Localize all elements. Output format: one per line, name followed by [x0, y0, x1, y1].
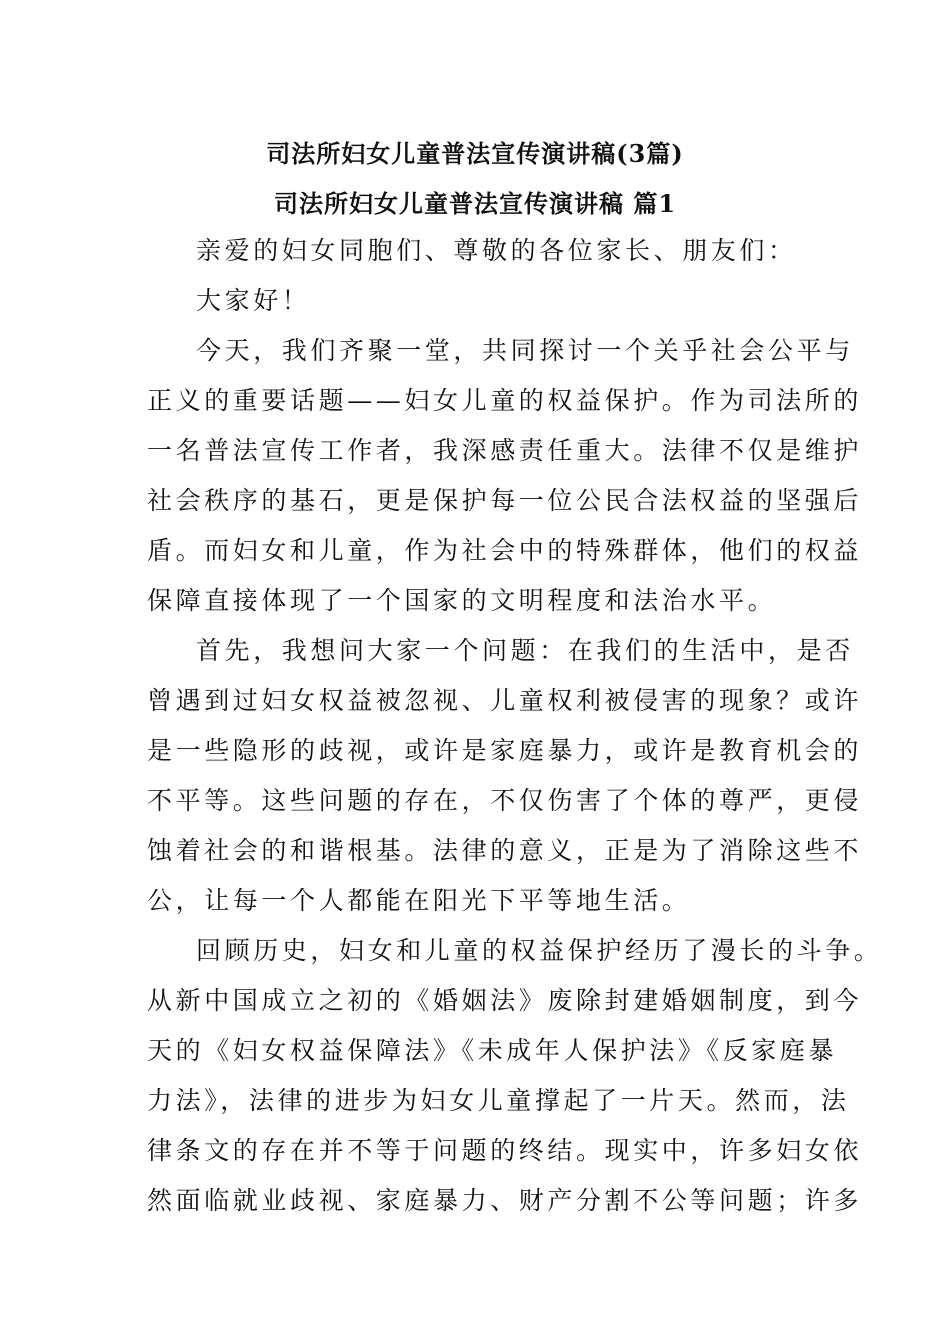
- paragraph-line: 保障直接体现了一个国家的文明程度和法治水平。: [147, 586, 777, 615]
- paragraph-line: 从新中国成立之初的《婚姻法》废除封建婚姻制度，到今: [147, 986, 863, 1015]
- paragraph-line: 是一些隐形的歧视，或许是家庭暴力，或许是教育机会的: [147, 736, 863, 765]
- section-title: 司法所妇女儿童普法宣传演讲稿 篇1: [273, 189, 677, 218]
- paragraph-line: 天的《妇女权益保障法》《未成年人保护法》《反家庭暴: [147, 1036, 838, 1065]
- paragraph-line: 公，让每一个人都能在阳光下平等地生活。: [147, 886, 691, 915]
- paragraph-line: 然面临就业歧视、家庭暴力、财产分割不公等问题；许多: [147, 1186, 863, 1215]
- document-title: 司法所妇女儿童普法宣传演讲稿(3篇): [266, 139, 684, 168]
- paragraph-line: 律条文的存在并不等于问题的终结。现实中，许多妇女依: [147, 1136, 863, 1165]
- paragraph-line: 蚀着社会的和谐根基。法律的意义，正是为了消除这些不: [147, 836, 863, 865]
- paragraph-line: 一名普法宣传工作者，我深感责任重大。法律不仅是维护: [147, 436, 863, 465]
- paragraph-line: 大家好！: [196, 286, 311, 315]
- paragraph-line: 不平等。这些问题的存在，不仅伤害了个体的尊严，更侵: [147, 786, 863, 815]
- paragraph-line: 社会秩序的基石，更是保护每一位公民合法权益的坚强后: [147, 486, 863, 515]
- paragraph-line: 回顾历史，妇女和儿童的权益保护经历了漫长的斗争。: [196, 936, 883, 965]
- paragraph-line: 今天，我们齐聚一堂，共同探讨一个关乎社会公平与: [196, 336, 854, 365]
- paragraph-line: 盾。而妇女和儿童，作为社会中的特殊群体，他们的权益: [147, 536, 863, 565]
- paragraph-line: 正义的重要话题——妇女儿童的权益保护。作为司法所的: [147, 386, 863, 415]
- paragraph-line: 首先，我想问大家一个问题：在我们的生活中，是否: [196, 636, 854, 665]
- paragraph-line: 曾遇到过妇女权益被忽视、儿童权利被侵害的现象？或许: [147, 686, 863, 715]
- paragraph-line: 力法》，法律的进步为妇女儿童撑起了一片天。然而，法: [147, 1086, 850, 1115]
- paragraph-line: 亲爱的妇女同胞们、尊敬的各位家长、朋友们：: [196, 236, 797, 265]
